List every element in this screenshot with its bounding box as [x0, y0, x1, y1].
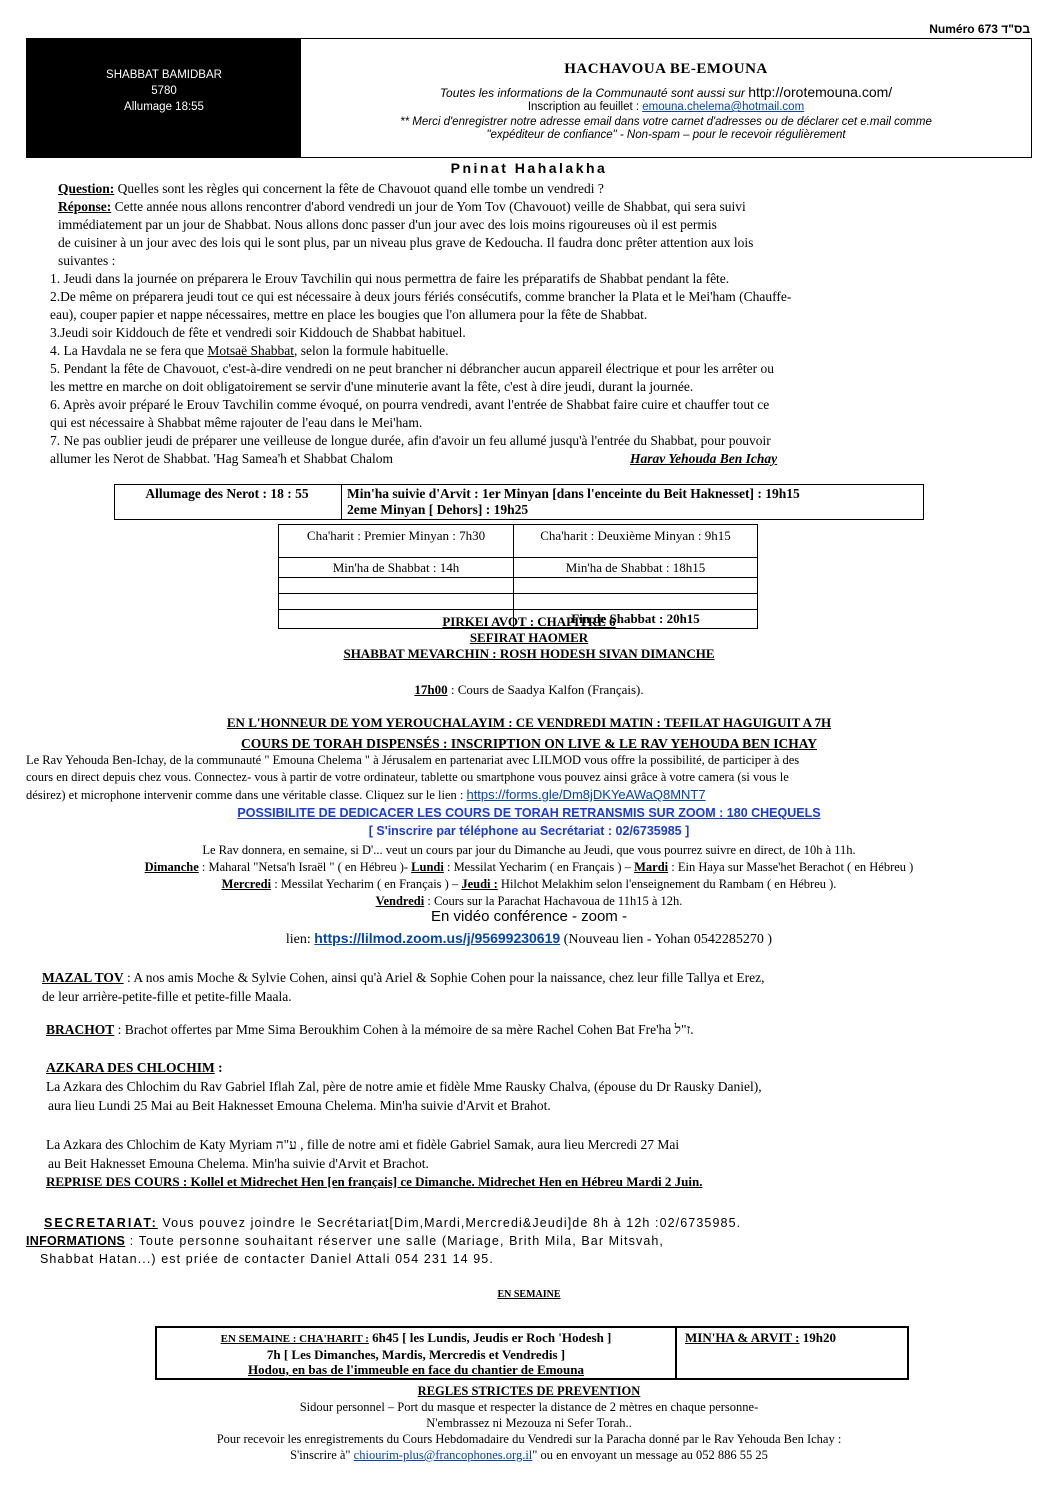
trust-note-1: ** Merci d'enregistrer notre adresse email dans votre carnet d'adresses ou de déclarer cet e.mail comme	[400, 116, 932, 128]
daily-courses	[0, 842, 1058, 910]
rav-announcement: Le Rav donnera, en semaine, si D'... veut un cours par jour du Dimanche au Jeudi, que vous pourrez suivre en direct, de 10h à 11h.	[202, 843, 856, 857]
question-line	[50, 180, 1040, 198]
minha-shabbat-first: Min'ha de Shabbat : 14h	[279, 558, 514, 578]
rule-line: 2.De même on préparera jeudi tout ce qui est nécessaire à deux jours fériés consécutifs, comme brancher la Plata et le Mei'ham (Chauffe-	[50, 289, 792, 304]
day-tuesday: Mardi	[634, 860, 669, 874]
zoom-link[interactable]: https://lilmod.zoom.us/j/95699230619	[314, 930, 561, 946]
site-text: Toutes les informations de la Communauté sont aussi sur	[439, 86, 749, 100]
prevention-line: N'embrassez ni Mezouza ni Sefer Torah..	[426, 1416, 632, 1430]
weekday-shacharit	[157, 1330, 675, 1377]
rule-line: les mettre en marche on doit obligatoirement se servir d'une minuterie avant la fête, c'est à dire jeudi, durant la journée.	[50, 379, 694, 394]
mazal-tov-text-2: de leur arrière-petite-fille et petite-fille Maala.	[42, 989, 292, 1004]
year: 5780	[151, 85, 177, 97]
recordings-subscribe	[0, 1447, 1058, 1463]
answer-text: Cette année nous allons rencontrer d'abord vendredi un jour de Yom Tov (Chavouot) veille de Shabbat, qui sera suivi	[111, 199, 746, 214]
subscribe-pre: S'inscrire à"	[290, 1448, 354, 1462]
closing-text: allumer les Nerot de Shabbat. 'Hag Samea'h et Shabbat Chalom	[50, 451, 394, 466]
sefirat-haomer: SEFIRAT HAOMER	[469, 630, 589, 645]
answer-line: de cuisiner à un jour avec des lois qui le sont plus, par un niveau plus grave de Kedoucha. Il faudra donc prêter attention aux lois	[58, 235, 754, 250]
courses-paragraph-line: Le Rav Yehouda Ben-Ichay, de la communauté " Emouna Chelema " à Jérusalem en partenariat avec LILMOD vous offre la possibilité, de participer à des	[26, 753, 800, 767]
site-url[interactable]: http://orotemouna.com/	[748, 84, 893, 100]
sunday-course: : Maharal "Netsa'h Israël " ( en Hébreu )-	[198, 860, 412, 874]
header-right-panel	[301, 39, 1031, 157]
courses-resume: REPRISE DES COURS : Kollel et Midrechet Hen [en français] ce Dimanche. Midrechet Hen en Hébreu Mardi 2 Juin.	[46, 1174, 703, 1189]
answer-line: suivantes :	[58, 253, 116, 268]
azkara-text: La Azkara des Chlochim de Katy Myriam ע"ה , fille de notre ami et fidèle Gabriel Samak, aura lieu Mercredi 27 Mai	[46, 1137, 680, 1152]
minha-shabbat-second: Min'ha de Shabbat : 18h15	[514, 558, 758, 578]
weekday-shacharit-time2: 7h [ Les Dimanches, Mardis, Mercredis et Vendredis ]	[266, 1347, 566, 1362]
closing-line	[50, 450, 1040, 468]
courses-wed-thu	[0, 876, 1058, 893]
azkara-colon: :	[214, 1060, 223, 1075]
weekday-minha-label: MIN'HA & ARVIT :	[685, 1330, 800, 1345]
wednesday-course: : Messilat Yecharim ( en Français ) –	[271, 877, 462, 891]
tuesday-course: : Ein Haya sur Masse'het Berachot ( en Hébreu )	[668, 860, 914, 874]
question-text: Quelles sont les règles qui concernent la fête de Chavouot quand elle tombe un vendredi ?	[114, 181, 604, 196]
empty-cell	[279, 594, 514, 610]
havdala-pre: 4. La Havdala ne se fera que	[50, 343, 208, 358]
day-monday: Lundi	[411, 860, 444, 874]
weekday-shacharit-label: EN SEMAINE : CHA'HARIT :	[220, 1333, 369, 1345]
rule-line: qui est nécessaire à Shabbat même rajouter de l'eau dans le Mei'ham.	[50, 415, 423, 430]
weekday-minha	[685, 1330, 836, 1345]
informations-text-2: Shabbat Hatan...) est priée de contacter Daniel Attali 054 231 14 95.	[40, 1252, 494, 1266]
rule-line: 5. Pendant la fête de Chavouot, c'est-à-dire vendredi on ne peut brancher ni débrancher aucun appareil électrique et pour les arrêter ou	[50, 361, 774, 376]
mazal-tov-label: MAZAL TOV	[42, 970, 124, 985]
day-wednesday: Mercredi	[221, 877, 272, 891]
divider	[675, 1328, 677, 1378]
rule-line: 7. Ne pas oublier jeudi de préparer une veilleuse de longue durée, afin d'avoir un feu allumé jusqu'à l'entrée du Shabbat, pour pouvoir	[50, 433, 771, 448]
prevention-rules	[0, 1383, 1058, 1463]
azkara-text: au Beit Haknesset Emouna Chelema. Min'ha suivie d'Arvit et Brachot.	[48, 1156, 429, 1171]
header-box	[26, 38, 1032, 158]
rule-line	[50, 342, 1040, 360]
issue-number: Numéro 673 בס"ד	[929, 22, 1030, 36]
secretariat-label: SECRETARIAT:	[44, 1216, 158, 1230]
subscription-line	[301, 101, 1031, 113]
azkara-text: La Azkara des Chlochim du Rav Gabriel Iflah Zal, père de notre amie et fidèle Mme Rausky Chalva, (épouse du Dr Rausky Daniel),	[46, 1079, 762, 1094]
day-sunday: Dimanche	[144, 860, 199, 874]
shabbat-mevarchin: SHABBAT MEVARCHIN : ROSH HODESH SIVAN DIMANCHE	[343, 646, 715, 661]
day-thursday: Jeudi :	[461, 877, 498, 891]
answer-line: immédiatement par un jour de Shabbat. Nous allons donc passer d'un jour avec des lois moins rigoureuses où il est permis	[58, 217, 717, 232]
shacharit-second: Cha'harit : Deuxième Minyan : 9h15	[514, 525, 758, 558]
pirkei-avot: PIRKEI AVOT : CHAPITRE 6	[442, 614, 616, 629]
rule-line: 3.Jeudi soir Kiddouch de fête et vendredi soir Kiddouch de Shabbat habituel.	[50, 325, 466, 340]
brachot-label: BRACHOT	[46, 1022, 115, 1037]
courses-mon-tue	[0, 859, 1058, 876]
phone-registration: [ S'inscrire par téléphone au Secrétariat : 02/6735985 ]	[368, 824, 690, 838]
informations-text: : Toute personne souhaitant réserver une salle (Mariage, Brith Mila, Bar Mitsvah,	[125, 1234, 664, 1248]
zoom-link-label: lien:	[285, 932, 315, 947]
candle-lighting: Allumage 18:55	[124, 101, 204, 113]
courses-link-text: désirez) et microphone intervenir comme dans une véritable classe. Cliquez sur le lien :	[26, 788, 467, 802]
friday-course: : Cours sur la Parachat Hachavoua de 11h15 à 12h.	[424, 894, 683, 908]
author-signature: Harav Yehouda Ben Ichay	[630, 451, 778, 466]
day-friday: Vendredi	[375, 894, 425, 908]
thursday-course: Hilchot Melakhim selon l'enseignement du Rambam ( en Hébreu ).	[497, 877, 837, 891]
course-text: : Cours de Saadya Kalfon (Français).	[447, 682, 644, 697]
empty-cell	[514, 578, 758, 594]
subscribe-email[interactable]: chiourim-plus@francophones.org.il	[353, 1448, 533, 1462]
courses-paragraph-line: cours en direct depuis chez vous. Connectez- vous à partir de votre ordinateur, tablette ou smartphone vous pouvez ainsi grâce à votre camera (si vous le	[26, 770, 789, 784]
weekday-schedule	[155, 1326, 909, 1380]
havdala-post: , selon la formule habituelle.	[294, 343, 449, 358]
empty-cell	[279, 578, 514, 594]
shacharit-first: Cha'harit : Premier Minyan : 7h30	[279, 525, 514, 558]
prevention-line: Sidour personnel – Port du masque et respecter la distance de 2 mètres en chaque personne-	[299, 1400, 759, 1414]
mazal-tov-text: : A nos amis Moche & Sylvie Cohen, ainsi qu'à Ariel & Sophie Cohen pour la naissance, chez leur fille Tallya et Erez,	[123, 970, 765, 985]
rule-line: eau), couper papier et nappe nécessaires, mettre en place les bougies que l'on allumera pour la fête de Shabbat.	[50, 307, 648, 322]
secretariat-text: Vous pouvez joindre le Secrétariat[Dim,Mardi,Mercredi&Jeudi]de 8h à 12h :02/6735985.	[157, 1216, 742, 1230]
parasha-name: SHABBAT BAMIDBAR	[106, 69, 222, 81]
mazal-tov	[42, 968, 1042, 1006]
minha-friday	[347, 486, 921, 518]
section-title-halakha: Pninat Hahalakha	[450, 160, 608, 176]
newsletter-title: HACHAVOUA BE-EMOUNA	[564, 61, 768, 77]
courses-form-link[interactable]: https://forms.gle/Dm8jDKYeAWaQ8MNT7	[466, 787, 706, 802]
subscription-email[interactable]: emouna.chelema@hotmail.com	[642, 101, 805, 113]
informations-label: INFORMATIONS	[26, 1234, 126, 1248]
brachot-text: : Brachot offertes par Mme Sima Beroukhim Cohen à la mémoire de sa mère Rachel Cohen Bat Fre'ha ז"ל.	[114, 1022, 694, 1037]
monday-course: : Messilat Yecharim ( en Français ) –	[443, 860, 635, 874]
subscribe-post: " ou en envoyant un message au 052 886 55 25	[532, 1448, 768, 1462]
question-label: Question:	[58, 181, 115, 196]
subscription-text: Inscription au feuillet :	[527, 101, 643, 113]
havdala-underline: Motsaë Shabbat	[207, 343, 295, 358]
answer-label: Réponse:	[58, 199, 112, 214]
minha-first-minyan: Min'ha suivie d'Arvit : 1er Minyan [dans l'enceinte du Beit Haknesset] : 19h15	[347, 486, 800, 501]
site-line	[301, 84, 1031, 100]
dedicate-courses: POSSIBILITE DE DEDICACER LES COURS DE TORAH RETRANSMIS SUR ZOOM : 180 CHEQUELS	[237, 806, 821, 820]
secretariat	[26, 1214, 1036, 1268]
courses-paragraph-line	[26, 786, 1036, 804]
azkara-text: aura lieu Lundi 25 Mai au Beit Haknesset Emouna Chelema. Min'ha suivie d'Arvit et Brahot.	[48, 1098, 551, 1113]
azkara-label: AZKARA DES CHLOCHIM	[46, 1060, 215, 1075]
saadya-course	[0, 682, 1058, 698]
end-of-shabbat: Fin de Shabbat : 20h15	[514, 610, 758, 629]
halakha-body	[50, 180, 1040, 468]
zoom-link-line	[0, 930, 1058, 948]
course-time: 17h00	[414, 682, 448, 697]
empty-cell	[514, 594, 758, 610]
friday-schedule	[114, 484, 924, 520]
weekday-location: Hodou, en bas de l'immeuble en face du chantier de Emouna	[248, 1362, 584, 1377]
header-left-panel	[27, 39, 301, 157]
trust-note-2: "expéditeur de confiance" - Non-spam – pour le recevoir régulièrement	[486, 129, 846, 141]
rule-line: 6. Après avoir préparé le Erouv Tavchilin comme évoqué, on pourra vendredi, avant l'entrée de Shabbat faire cuire et chauffer tout ce	[50, 397, 770, 412]
divider	[341, 485, 342, 519]
zoom-contact: (Nouveau lien - Yohan 0542285270 )	[560, 932, 773, 947]
answer-line	[50, 198, 1040, 216]
weekday-minha-time: 19h20	[799, 1330, 836, 1345]
recordings-info: Pour recevoir les enregistrements du Cours Hebdomadaire du Vendredi sur la Paracha donné par le Rav Yehouda Ben Ichay :	[216, 1432, 842, 1446]
torah-courses-body	[26, 752, 1036, 804]
brachot	[46, 1022, 694, 1038]
torah-courses-title: COURS DE TORAH DISPENSÉS : INSCRIPTION ON LIVE & LE RAV YEHOUDA BEN ICHAY	[240, 736, 817, 751]
weekday-shacharit-time1: 6h45 [ les Lundis, Jeudis er Roch 'Hodesh ]	[368, 1330, 612, 1345]
minha-second-minyan: 2eme Minyan [ Dehors] : 19h25	[347, 502, 529, 517]
rule-line: 1. Jeudi dans la journée on préparera le Erouv Tavchilin qui nous permettra de faire les préparatifs de Shabbat pendant la fête.	[50, 271, 730, 286]
candle-lighting-time: Allumage des Nerot : 18 : 55	[145, 486, 309, 501]
azkara	[46, 1058, 1046, 1173]
prevention-title: REGLES STRICTES DE PREVENTION	[417, 1384, 641, 1398]
yerouchalayim-notice: EN L'HONNEUR DE YOM YEROUCHALAYIM : CE VENDREDI MATIN : TEFILAT HAGUIGUIT A 7H	[226, 715, 832, 730]
zoom-title: En vidéo conférence - zoom -	[431, 908, 627, 925]
weekday-heading: EN SEMAINE	[497, 1289, 561, 1300]
